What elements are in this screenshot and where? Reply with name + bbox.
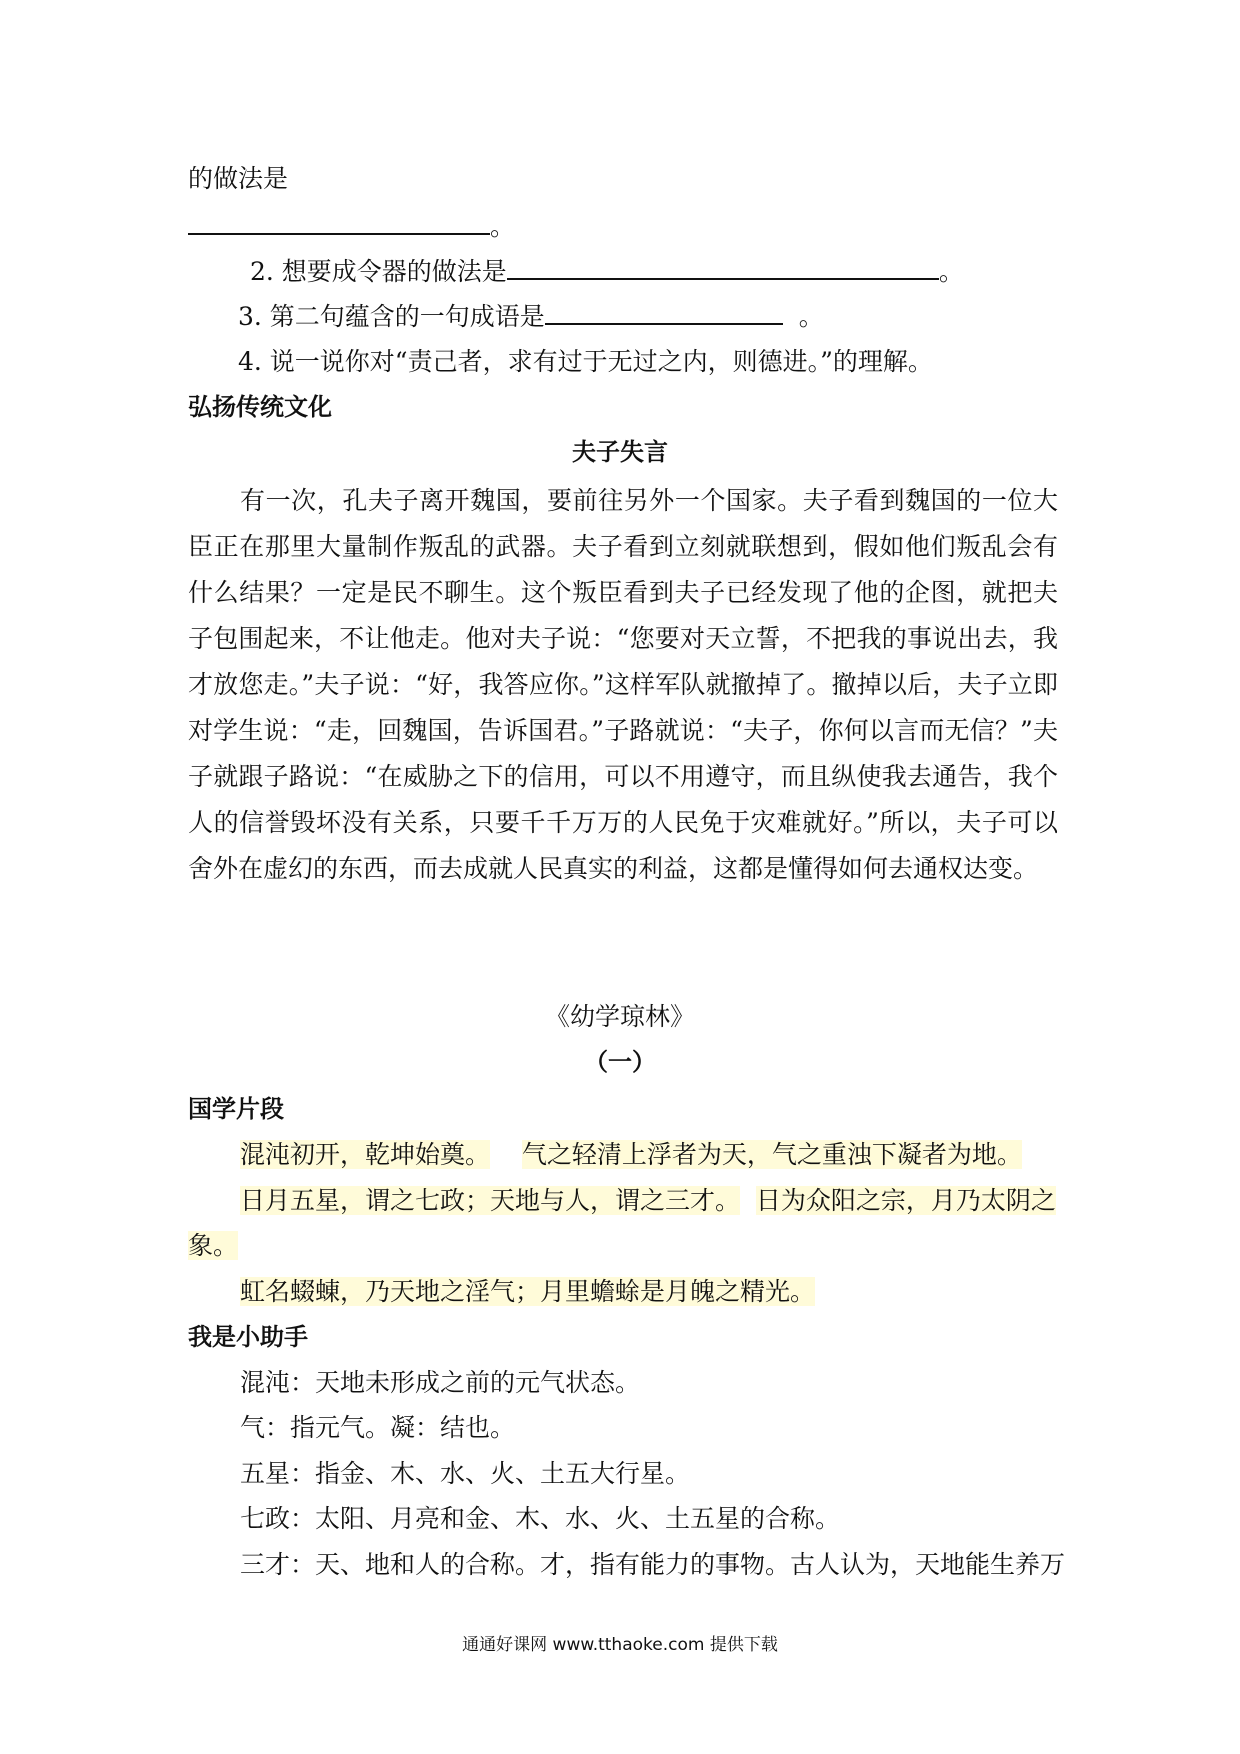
question-1-blank-line: 。 <box>188 210 515 244</box>
question-1-continuation: 的做法是 <box>188 164 289 193</box>
culture-heading: 弘扬传统文化 <box>188 393 332 421</box>
answer-blank-2[interactable] <box>507 256 939 280</box>
answer-blank-3[interactable] <box>545 301 783 325</box>
helper-note-2: 气：指元气。凝：结也。 <box>240 1413 516 1442</box>
chapter-subtitle: （一） <box>584 1048 656 1076</box>
answer-blank-1[interactable] <box>188 211 490 235</box>
helper-note-4: 七政：太阳、月亮和金、木、水、火、土五星的合称。 <box>240 1504 841 1533</box>
guoxue-line-2-wrap: 象。 <box>188 1231 239 1260</box>
helper-heading: 我是小助手 <box>188 1323 308 1351</box>
footer-watermark: 通通好课网 www.tthaoke.com 提供下载 <box>462 1635 778 1655</box>
guoxue-heading: 国学片段 <box>188 1095 284 1123</box>
question-4: 4. 说一说你对“责己者，求有过于无过之内，则德进。”的理解。 <box>238 347 933 376</box>
helper-note-1: 混沌：天地未形成之前的元气状态。 <box>240 1368 641 1397</box>
question-2: 2. 想要成令器的做法是 。 <box>250 257 964 286</box>
helper-note-3: 五星：指金、木、水、火、土五大行星。 <box>240 1459 691 1488</box>
helper-note-5: 三才：天、地和人的合称。才，指有能力的事物。古人认为，天地能生养万 <box>240 1550 1066 1579</box>
book-title: 《幼学琼林》 <box>544 1002 695 1031</box>
story-title: 夫子失言 <box>572 438 668 466</box>
story-paragraph: 有一次，孔夫子离开魏国，要前往另外一个国家。夫子看到魏国的一位大臣正在那里大量制作叛乱的武器。夫子看到立刻就联想到，假如他们叛乱会有什么结果？一定是民不聊生。这个叛臣看到夫子已经发现了他的企图，就把夫子包围起来，不让他走。他对夫子说：“您要对天立誓，不把我的事说出去，我才放您走。”夫子说：“好，我答应你。”这样军队就撤掉了。撤掉以后，夫子立即对学生说：“走，回魏国，告诉国君。”子路就说：“夫子，你何以言而无信？”夫子就跟子路说：“在威胁之下的信用，可以不用遵守，而且纵使我去通告，我个人的信誉毁坏没有关系，只要千千万万的人民免于灾难就好。”所以，夫子可以舍外在虚幻的东西，而去成就人民真实的利益，这都是懂得如何去通权达变。 <box>188 486 1058 883</box>
guoxue-line-1: 混沌初开，乾坤始奠。 气之轻清上浮者为天，气之重浊下凝者为地。 <box>240 1140 1022 1169</box>
guoxue-line-2: 日月五星，谓之七政；天地与人，谓之三才。 日为众阳之宗，月乃太阴之 <box>240 1186 1056 1215</box>
guoxue-line-3: 虹名蝃蝀，乃天地之淫气；月里蟾蜍是月魄之精光。 <box>240 1277 816 1306</box>
question-3: 3. 第二句蕴含的一句成语是 。 <box>238 302 824 331</box>
